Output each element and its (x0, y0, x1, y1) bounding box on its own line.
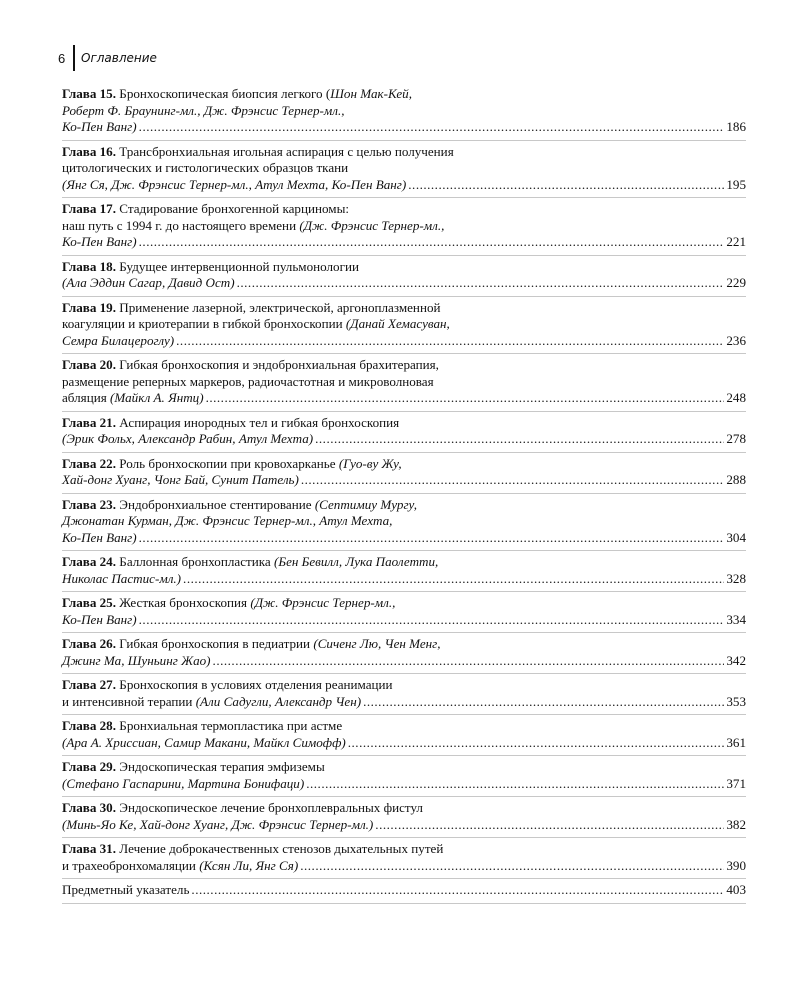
toc-line (62, 177, 746, 194)
dot-leader (375, 817, 724, 834)
dot-leader (348, 735, 725, 752)
chapter-label: Глава 17. (62, 201, 117, 216)
toc-line (62, 571, 746, 588)
page-ref: 236 (726, 332, 746, 348)
page-number: 6 (58, 50, 66, 66)
toc-entry[interactable] (62, 715, 746, 756)
chapter-label: Глава 31. (62, 841, 117, 856)
chapter-label: Глава 30. (62, 800, 117, 815)
chapter-title: Бронхиальная термопластика при астме (119, 718, 343, 733)
dot-leader (237, 275, 725, 292)
chapter-authors: (Ксян Ли, Янг Ся) (199, 857, 299, 873)
toc-line (62, 456, 746, 473)
page-ref: 248 (726, 390, 746, 405)
toc-line (62, 759, 746, 776)
chapter-title: Аспирация инородных тел и гибкая бронхоскопия (119, 414, 400, 430)
toc-line (62, 234, 746, 251)
dot-leader (176, 333, 724, 350)
toc-entry[interactable] (62, 412, 746, 453)
chapter-label: Глава 23. (62, 496, 117, 512)
chapter-title: абляция (62, 390, 111, 405)
chapter-title: наш путь с 1994 г. до настоящего времени (62, 217, 300, 233)
chapter-title: Трансбронхиальная игольная аспирация с целью получения (119, 143, 454, 159)
chapter-title: Эндоскопическое лечение бронхоплевральных фистул (119, 800, 423, 815)
chapter-label: Глава 29. (62, 759, 117, 774)
page-ref: 342 (726, 652, 746, 668)
running-header (58, 44, 157, 72)
page-ref: 382 (726, 816, 746, 832)
chapter-authors: Джонатан Курман, Дж. Фрэнсис Тернер-мл., Атул Мехта, (62, 513, 393, 528)
toc-line (62, 333, 746, 350)
table-of-contents (62, 83, 746, 904)
chapter-authors: (Дж. Фрэнсис Тернер-мл., (250, 595, 396, 610)
chapter-label: Глава 26. (62, 636, 117, 651)
chapter-authors: (Янг Ся, Дж. Фрэнсис Тернер-мл., Атул Мехта, Ко-Пен Ванг) (62, 176, 407, 192)
toc-line (62, 735, 746, 752)
dot-leader (408, 177, 724, 194)
chapter-title: Эндобронхиальное стентирование (119, 496, 315, 512)
toc-line (62, 718, 746, 735)
chapter-title: и интенсивной терапии (62, 693, 196, 709)
dot-leader (139, 119, 725, 136)
page-ref: 390 (726, 857, 746, 873)
chapter-authors: (Септимиу Мургу, (314, 496, 417, 512)
chapter-authors: (Ала Эддин Сагар, Давид Ост) (62, 275, 235, 290)
page-ref: 304 (726, 529, 746, 545)
closing-paren: ) (132, 119, 137, 134)
dot-leader (139, 612, 725, 629)
dot-leader (363, 694, 724, 711)
page-ref: 403 (726, 882, 746, 897)
toc-line (62, 882, 746, 899)
toc-entry[interactable] (62, 453, 746, 494)
chapter-authors: (Али Садугли, Александр Чен) (195, 693, 362, 709)
toc-line (62, 103, 746, 120)
chapter-authors: Ко-Пен Ванг) (62, 234, 137, 249)
chapter-title: Эндоскопическая терапия эмфиземы (119, 759, 325, 774)
toc-line (62, 677, 746, 694)
toc-line (62, 218, 746, 235)
toc-line (62, 259, 746, 276)
toc-line (62, 316, 746, 333)
toc-entry[interactable] (62, 256, 746, 297)
chapter-authors: (Минь-Яо Ке, Хай-донг Хуанг, Дж. Фрэнсис Тернер-мл.) (62, 816, 374, 832)
page-ref: 328 (726, 570, 746, 586)
chapter-authors: (Сиченг Лю, Чен Менг, (313, 636, 441, 651)
dot-leader (306, 776, 724, 793)
toc-line (62, 554, 746, 571)
chapter-authors: (Дж. Фрэнсис Тернер-мл., (299, 217, 445, 233)
toc-line (62, 694, 746, 711)
chapter-title: Жесткая бронхоскопия (119, 595, 251, 610)
chapter-title: Лечение доброкачественных стенозов дыхательных путей (119, 841, 444, 856)
toc-entry[interactable] (62, 297, 746, 355)
page-ref: 334 (726, 611, 746, 627)
toc-entry[interactable] (62, 494, 746, 552)
toc-line (62, 374, 746, 391)
chapter-title: размещение реперных маркеров, радиочастотная и микроволновая (62, 373, 434, 389)
chapter-title: Предметный указатель (62, 882, 190, 897)
toc-entry[interactable] (62, 838, 746, 879)
chapter-label: Глава 25. (62, 595, 117, 610)
chapter-authors: (Стефано Гаспарини, Мартина Бонифаци) (62, 775, 305, 791)
dot-leader (183, 571, 724, 588)
chapter-authors: (Бен Бевилл, Лука Паолетти, (273, 554, 439, 569)
chapter-authors: Семра Билацероглу) (62, 332, 175, 348)
toc-line (62, 817, 746, 834)
toc-line (62, 201, 746, 218)
chapter-authors: (Майкл А. Янтц) (110, 390, 204, 405)
toc-line (62, 653, 746, 670)
page-ref: 229 (726, 275, 746, 290)
page-ref: 288 (726, 472, 746, 487)
chapter-label: Глава 27. (62, 677, 117, 692)
toc-entry[interactable] (62, 141, 746, 199)
toc-line (62, 612, 746, 629)
chapter-title: Бронхоскопия в условиях отделения реанимации (119, 677, 393, 692)
chapter-authors: Николас Пастис-мл.) (62, 570, 182, 586)
toc-line (62, 497, 746, 514)
chapter-authors: Ко-Пен Ванг (62, 119, 133, 134)
chapter-title: Стадирование бронхогенной карциномы: (119, 201, 350, 216)
toc-line (62, 119, 746, 136)
dot-leader (191, 882, 724, 899)
chapter-authors: (Гуо-ву Жу, (338, 455, 402, 471)
chapter-title: цитологических и гистологических образцов ткани (62, 160, 349, 175)
dot-leader (300, 858, 724, 875)
chapter-authors: (Ара А. Хриссиан, Самир Макани, Майкл Симофф) (62, 734, 346, 750)
toc-line (62, 160, 746, 177)
toc-line (62, 595, 746, 612)
chapter-title: Баллонная бронхопластика (119, 554, 274, 569)
chapter-label: Глава 19. (62, 299, 117, 315)
chapter-label: Глава 20. (62, 357, 117, 372)
dot-leader (139, 234, 725, 251)
page-ref: 361 (726, 734, 746, 750)
chapter-title: и трахеобронхомаляции (62, 857, 200, 873)
dot-leader (213, 653, 725, 670)
chapter-authors: Джинг Ма, Шуньинг Жао) (62, 652, 211, 668)
toc-line (62, 858, 746, 875)
toc-entry[interactable] (62, 797, 746, 838)
chapter-label: Глава 24. (62, 554, 117, 569)
toc-line (62, 513, 746, 530)
chapter-authors: Ко-Пен Ванг) (62, 529, 137, 545)
page-ref: 195 (726, 176, 746, 192)
toc-entry[interactable] (62, 198, 746, 256)
chapter-title: Роль бронхоскопии при кровохарканье (119, 455, 339, 471)
toc-entry[interactable] (62, 756, 746, 797)
page-ref: 186 (726, 119, 746, 134)
header-divider (73, 45, 75, 71)
toc-entry[interactable] (62, 633, 746, 674)
dot-leader (206, 390, 725, 407)
chapter-label: Глава 21. (62, 414, 117, 430)
toc-entry[interactable] (62, 592, 746, 633)
toc-line (62, 431, 746, 448)
chapter-authors: Шон Мак-Кей, (330, 86, 412, 101)
toc-line (62, 300, 746, 317)
chapter-authors: Ко-Пен Ванг) (62, 611, 137, 627)
toc-line (62, 636, 746, 653)
toc-line (62, 776, 746, 793)
toc-entry[interactable] (62, 83, 746, 141)
chapter-label: Глава 28. (62, 718, 117, 733)
chapter-title: коагуляции и криотерапии в гибкой бронхоскопии (62, 316, 346, 331)
toc-line (62, 472, 746, 489)
toc-line (62, 357, 746, 374)
toc-line (62, 275, 746, 292)
toc-line (62, 530, 746, 547)
chapter-label: Глава 16. (62, 143, 117, 159)
chapter-label: Глава 15. (62, 86, 117, 101)
chapter-authors: Роберт Ф. Браунинг-мл., Дж. Фрэнсис Тернер-мл., (62, 102, 345, 118)
toc-line (62, 86, 746, 103)
dot-leader (301, 472, 725, 489)
dot-leader (315, 431, 724, 448)
chapter-title: Гибкая бронхоскопия в педиатрии (119, 636, 314, 651)
chapter-title: Будущее интервенционной пульмонологии (119, 258, 359, 274)
page-ref: 278 (726, 431, 746, 446)
toc-line (62, 144, 746, 161)
toc-entry[interactable] (62, 354, 746, 412)
chapter-title: Бронхоскопическая биопсия легкого ( (119, 86, 331, 101)
toc-entry[interactable] (62, 674, 746, 715)
chapter-title: Применение лазерной, электрической, аргоноплазменной (119, 299, 441, 315)
dot-leader (139, 530, 725, 547)
toc-line (62, 800, 746, 817)
toc-line (62, 390, 746, 407)
chapter-label: Глава 18. (62, 258, 117, 274)
page-ref: 371 (726, 775, 746, 791)
toc-line (62, 415, 746, 432)
page-ref: 221 (726, 234, 746, 249)
chapter-authors: Хай-донг Хуанг, Чонг Бай, Сунит Патель) (62, 472, 299, 487)
toc-line (62, 841, 746, 858)
chapter-authors: (Эрик Фольх, Александр Рабин, Атул Мехта) (62, 431, 314, 446)
page-ref: 353 (726, 693, 746, 709)
chapter-label: Глава 22. (62, 455, 117, 471)
chapter-authors: (Данай Хемасуван, (345, 316, 450, 331)
chapter-title: Гибкая бронхоскопия и эндобронхиальная брахитерапия, (119, 357, 439, 372)
toc-entry[interactable] (62, 879, 746, 904)
running-title: Оглавление (81, 51, 157, 65)
toc-entry[interactable] (62, 551, 746, 592)
